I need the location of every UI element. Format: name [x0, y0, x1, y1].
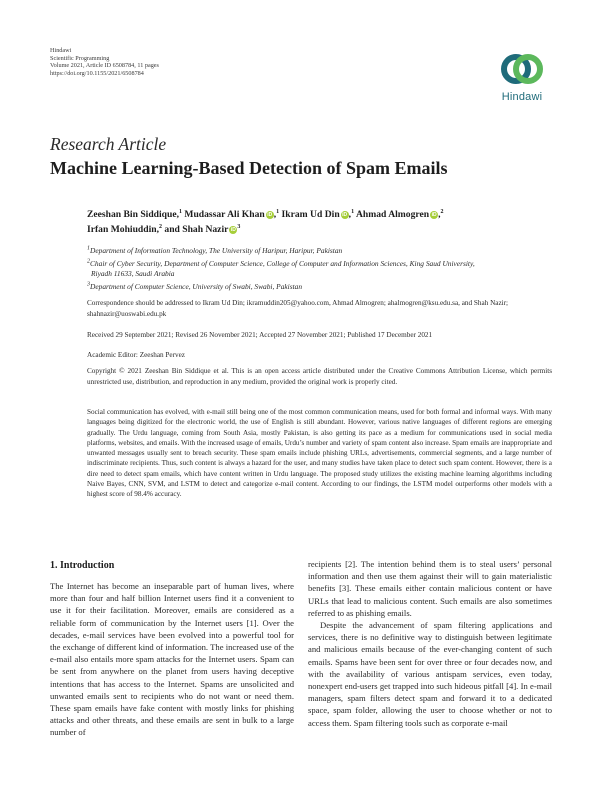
affiliations [87, 246, 552, 295]
abstract: Social communication has evolved, with e-mail still being one of the most common communication means, used for both formal and informal ways. With many languages being digitized for the electronic world, the use of English is still abundant. However, various native languages of different regions are emerging gradually. The Urdu language, coming from South Asia, mostly Pakistan, is also getting its pace as a medium for communications used in social media platforms, websites, and emails. With the increased usage of emails, Urdu’s number and variety of spam content also increase. Spam emails are inappropriate and unwanted messages usually sent to breach security. These spam emails include phishing URLs, advertisements, commercial segments, and a large number of indiscriminate recipients. Thus, such content is always a hazard for the user, and many studies have taken place to detect such spam content. However, there is a dire need to detect spam emails, which have content written in Urdu language. The proposed study utilizes the existing machine learning algorithms including Naive Bayes, CNN, SVM, and LSTM to detect and categorize e-mail content. According to our findings, the LSTM model outperforms other models with a highest score of 98.4% accuracy. [87, 408, 552, 499]
paragraph: The Internet has become an inseparable part of human lives, where more than four and half billion Internet users find it a convenient to use it for their facilitation. Moreover, emails are considered as a reliable form of communication by the Internet users [1]. Over the decades, e-mail services have been evolved into a powerful tool for the exchange of different kind of information. The increased use of the e-mail also entails more spam attacks for the Internet users. Spam can be sent from anywhere on the planet from users having deceptive intentions that has access to the Internet. Spams are unsolicited and unwanted emails sent to recipients who do not want or need them. These spam emails have fake content with mostly links for phishing attacks and other threats, and these emails are sent in bulk to a large number of [50, 581, 294, 738]
author: Ahmad Almogren iD ,$^2$ [355, 208, 444, 220]
author: Ikram Ud Din iD ,$^1$ [281, 208, 355, 220]
author: and Shah Nazir iD $^3$ [164, 223, 241, 235]
paragraph: recipients [2]. The intention behind them is to steal users’ personal information and then use them against their will to gain materialistic benefits [3]. These emails either contain malicious content or have URLs that lead to malicious content. Such emails are also sometimes referred to as phishing emails. [308, 559, 552, 618]
right-column [308, 558, 552, 729]
author-list [87, 207, 557, 237]
publication-dates: Received 29 September 2021; Revised 26 November 2021; Accepted 27 November 2021; Published 17 December 2021 [87, 331, 433, 339]
orcid-icon[interactable]: iD [267, 211, 273, 218]
academic-editor: Academic Editor: Zeeshan Pervez [87, 351, 185, 359]
affiliation: $^2$Chair of Cyber Security, Department of Computer Science, College of Computer and Information Sciences, King Saud University, Riyadh 11633, Saudi Arabia [87, 258, 475, 278]
doi-link[interactable]: https://doi.org/10.1155/2021/6508784 [50, 69, 144, 77]
affiliation: $^3$Department of Computer Science, University of Swabi, Swabi, Pakistan [87, 281, 303, 291]
orcid-icon[interactable]: iD [342, 211, 348, 218]
left-column [50, 580, 294, 739]
correspondence: Correspondence should be addressed to Ikram Ud Din; ikramuddin205@yahoo.com, Ahmad Almogren; ahalmogren@ksu.edu.sa, and Shah Nazir; shahnazir@uoswabi.edu.pk [87, 299, 509, 318]
logo-text: Hindawi [501, 91, 543, 103]
paragraph: Despite the advancement of spam filtering applications and services, there is no definitive way to distinguish between legitimate and malicious emails because of the ever-changing content of such emails. Spams have been sent for over three or four decades now, and with the availability of various antispam services, even today, nonexpert end-users get trapped into such hideous pitfall [4]. In e-mail managers, spam filters detect spam and forward it to a dedicated space, spam folder, allowing the user to choose whether or not to access them. Spam filtering tools such as corporate e-mail [308, 620, 552, 728]
copyright-notice: Copyright © 2021 Zeeshan Bin Siddique et al. This is an open access article distributed under the Creative Commons Attribution License, which permits unrestricted use, distribution, and reproduction in any medium, provided the original work is properly cited. [87, 367, 552, 386]
orcid-icon[interactable]: iD [230, 226, 236, 233]
author: Mudassar Ali Khan iD ,$^1$ [184, 208, 280, 220]
affiliation: $^1$Department of Information Technology, The University of Haripur, Haripur, Pakistan [87, 245, 343, 255]
author: Irfan Mohiuddin,$^2$ [87, 223, 162, 235]
journal-name: Scientific Programming [50, 54, 110, 62]
section-heading: 1. Introduction [50, 560, 115, 571]
orcid-icon[interactable]: iD [431, 211, 437, 218]
paper-title: Machine Learning-Based Detection of Spam Emails [50, 158, 448, 178]
article-type: Research Article [50, 134, 167, 154]
volume-line: Volume 2021, Article ID 6508784, 11 pages [50, 62, 159, 70]
journal-info [50, 47, 159, 77]
publisher-name: Hindawi [50, 47, 72, 54]
author: Zeeshan Bin Siddique,$^1$ [87, 208, 182, 220]
